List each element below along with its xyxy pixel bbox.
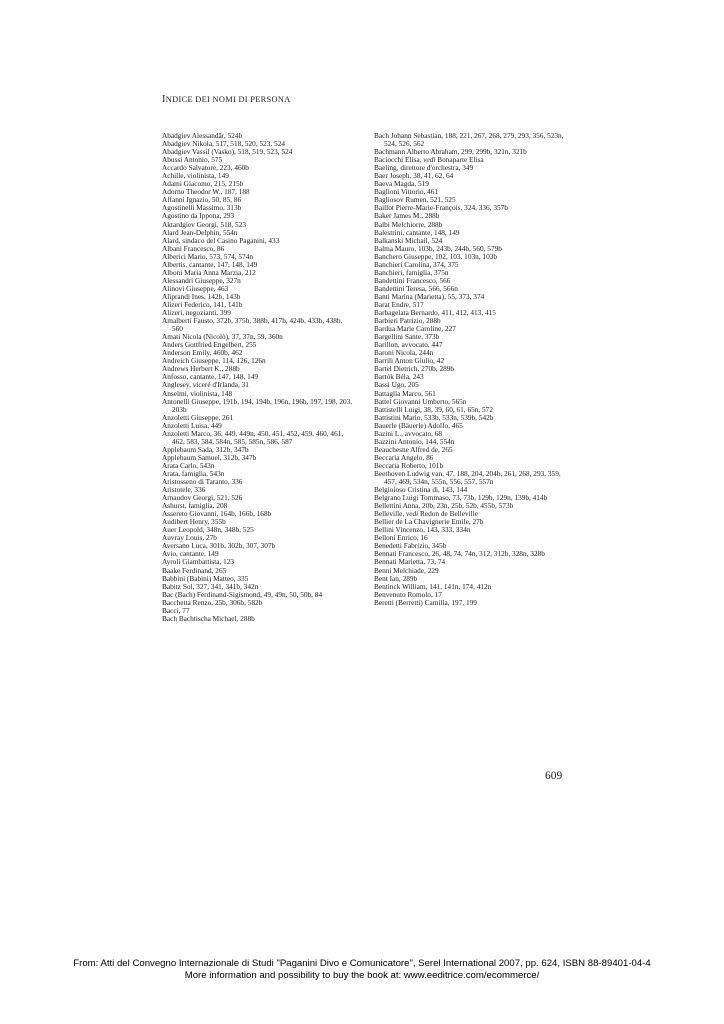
index-entry: Aristosseno di Taranto, 336 — [162, 477, 243, 487]
index-entry: Bach Johann Sebastian, 188, 221, 267, 268, 279, 293, 356, 523n, 524, 526, 562 — [374, 131, 564, 149]
index-entry: Baer Joseph, 38, 41, 62, 64 — [374, 171, 454, 181]
index-entry: Beethoven Ludwig van, 47, 188, 204, 204b, 261, 268, 293, 359, 457, 469, 534n, 555n, 556, 557, 557n — [374, 468, 561, 487]
index-entry: Anders Gottfried Engelbert, 255 — [162, 340, 257, 350]
index-entry: Benvenuto Romolo, 17 — [374, 589, 442, 599]
index-entry: Banchieri Carolina, 374, 375 — [374, 259, 459, 269]
index-entry: Bellier de La Chavignerie Emile, 27b — [374, 517, 484, 527]
index-entry: Banchero Giuseppe, 102, 103, 103n, 103b — [374, 251, 498, 261]
index-entry: Amalberti Fausto, 372b, 375b, 388b, 417b, 424b, 433b, 438b, 560 — [162, 316, 343, 334]
index-entry: Bac (Bach) Ferdinand-Sigismond, 49, 49n, 50, 50b, 84 — [162, 589, 323, 599]
index-entry: Arnaudov Georgi, 521, 526 — [162, 493, 243, 503]
index-entry: Barat Endre, 517 — [374, 299, 424, 309]
index-entry: Applebaum Samuel, 312b, 347b — [162, 452, 257, 462]
index-entry: Arata, famiglia, 543n — [162, 468, 225, 478]
index-entry: Bargellini Sante, 373b — [374, 332, 440, 342]
index-entry: Bartel Dietrich, 270b, 289b — [374, 364, 455, 374]
index-entry: Arata Carlo, 543n — [162, 460, 215, 470]
footer — [0, 958, 724, 981]
index-entry: Aversano Luca, 301b, 302b, 307, 307b — [162, 541, 276, 551]
index-entry: Bachmann Alberto Abraham, 299, 299b, 321n, 321b — [374, 147, 527, 157]
index-entry: Baroni Nicola, 244n — [374, 348, 434, 358]
index-entry: Battel Giovanni Umberto, 565n — [374, 396, 467, 406]
index-entry: Adorno Theodor W., 187, 188 — [162, 187, 250, 197]
index-entry: Accardo Salvatore, 223, 460b — [162, 163, 249, 173]
index-entry: Anderson Emily, 460b, 462 — [162, 348, 243, 358]
index-entry: Alessandri Giuseppe, 327n — [162, 275, 241, 285]
running-head — [162, 94, 291, 105]
index-entry: Bellini Vincenzo, 143, 333, 334n — [374, 525, 471, 535]
index-entry: Alberici Mario, 573, 574, 574n — [162, 251, 253, 261]
index-entry: Benni Melchiade, 229 — [374, 565, 439, 575]
index-entry: Bagliosov Rumen, 521, 525 — [374, 195, 456, 205]
index-entry: Bartók Béla, 243 — [374, 372, 424, 382]
index-entry: Beccaria Angelo, 86 — [374, 452, 434, 462]
index-entry: Albertis, cantante, 147, 148, 149 — [162, 259, 258, 269]
index-entry: Ayroli Giambattista, 123 — [162, 557, 235, 567]
index-entry: Amati Nicola (Nicolò), 37, 37n, 59, 360n — [162, 332, 283, 342]
index-entry: Alizeri, negozianti, 399 — [162, 308, 231, 318]
index-entry: Alard Jean-Delphin, 554n — [162, 227, 238, 237]
index-entry: Bazini L., avvocato, 68 — [374, 428, 443, 438]
index-entry: Bent Ian, 289b — [374, 573, 418, 583]
index-entry: Belloni Enrico, 16 — [374, 533, 428, 543]
page-number: 609 — [545, 770, 563, 782]
index-entry: Assereto Giovanni, 164b, 166b, 168b — [162, 509, 272, 519]
index-entry: Auer Leopold, 348n, 348b, 525 — [162, 525, 254, 535]
index-entry: Barillon, avvocato, 447 — [374, 340, 443, 350]
footer-purchase-line: More information and possibility to buy the book at: www.eeditrice.com/ecommerce/ — [184, 969, 540, 981]
index-entry: Bandettini Francesco, 566 — [374, 275, 451, 285]
index-entry: Bennati Marietta, 73, 74 — [374, 557, 446, 567]
index-entry: Battistini Mario, 533b, 533n, 539b, 542b — [374, 412, 494, 422]
index-entry: Belgioioso Cristina di, 143, 144 — [374, 485, 468, 495]
index-entry: Anzoletti Giuseppe, 261 — [162, 412, 234, 422]
index-entry: Anfosso, cantante, 147, 148, 149 — [162, 372, 259, 382]
index-entry: Abadgiev Vassil (Vasko), 518, 519, 523, 524 — [162, 147, 293, 157]
index-entry: Aktardgiev Georgi, 518, 523 — [162, 219, 246, 229]
index-entry: Bacci, 77 — [162, 605, 190, 615]
index-entry: Alinovi Giuseppe, 463 — [162, 283, 229, 293]
index-entry: Agostinelli Massimo, 313b — [162, 203, 242, 213]
index-entry: Baeva Magda, 519 — [374, 179, 429, 189]
index-entry: Baciocchi Elisa, vedi Bonaparte Elisa — [374, 155, 484, 165]
index-entry: Auvray Louis, 27b — [162, 533, 217, 543]
index-entry: Barbagelata Bernardo, 411, 412, 413, 415 — [374, 308, 496, 318]
index-column-right — [374, 132, 569, 607]
index-entry: Abussi Antonio, 575 — [162, 155, 223, 165]
index-entry: Avio, cantante, 149 — [162, 549, 219, 559]
index-entry: Bandettini Teresa, 566, 566n — [374, 283, 458, 293]
index-entry: Beretti (Berretti) Camilla, 197, 199 — [374, 597, 477, 607]
index-entry: Ashurst, famiglia, 208 — [162, 501, 228, 511]
index-entry: Bacchetta Renzo, 25b, 306b, 582b — [162, 597, 263, 607]
index-entry: Babbini (Babini) Matteo, 335 — [162, 573, 249, 583]
index-entry: Bach Bachtischa Michael, 288b — [162, 613, 255, 623]
index-entry: Audibert Henry, 355b — [162, 517, 226, 527]
index-entry: Battistelli Luigi, 38, 39, 60, 61, 65n, 572 — [374, 404, 493, 414]
index-entry: Bassi Ugo, 205 — [374, 380, 419, 390]
index-entry: Bardua Marie Caroline, 227 — [374, 324, 456, 334]
index-entry: Anzoletti Luisa, 449 — [162, 420, 222, 430]
running-head-title: NDICE DEI NOMI DI PERSONA — [165, 95, 291, 104]
index-column-left — [162, 132, 354, 623]
index-entry: Benedetti Fabrizio, 345b — [374, 541, 447, 551]
index-entry: Affanni Ignazio, 50, 85, 86 — [162, 195, 242, 205]
index-entry: Bentinck William, 141, 141n, 174, 412n — [374, 581, 492, 591]
index-entry: Belleville, vedi Redon de Belleville — [374, 509, 478, 519]
index-entry: Baake Ferdinand, 265 — [162, 565, 227, 575]
index-entry: Barbieri Patrizio, 288b — [374, 316, 441, 326]
index-entry: Andrews Herbert K., 288b — [162, 364, 240, 374]
index-entry: Alard, sindaco del Casino Paganini, 433 — [162, 235, 280, 245]
index-entry: Baglioni Vittorio, 461 — [374, 187, 439, 197]
index-entry: Beccaria Roberto, 101b — [374, 460, 444, 470]
index-entry: Balbi Melchiorre, 288b — [374, 219, 443, 229]
index-entry: Alboni Maria Anna Marzia, 212 — [162, 267, 256, 277]
index-entry: Barrili Anton Giulio, 42 — [374, 356, 445, 366]
index-entry: Abadgiev Alessandăr, 524b — [162, 131, 243, 140]
index-entry: Anselmi, violinista, 148 — [162, 388, 233, 398]
index-entry: Achille, violinista, 149 — [162, 171, 229, 181]
index-entry: Babitz Sol, 327, 341, 341b, 342n — [162, 581, 259, 591]
index-entry: Agostino da Ippona, 293 — [162, 211, 235, 221]
index-entry: Belgrano Luigi Tommaso, 73, 73b, 129b, 129n, 139b, 414b — [374, 493, 548, 503]
index-entry: Aristotele, 336 — [162, 485, 206, 495]
index-entry: Bazzini Antonio, 144, 554n — [374, 436, 455, 446]
index-entry: Andreich Giuseppe, 114, 126, 126n — [162, 356, 266, 366]
index-entry: Balestrini, cantante, 148, 149 — [374, 227, 460, 237]
index-entry: Alizeri Federico, 141, 141b — [162, 299, 243, 309]
index-entry: Adami Giacomo, 215, 215b — [162, 179, 244, 189]
index-entry: Banchieri, famiglia, 375n — [374, 267, 449, 277]
index-entry: Beauchesne Alfred de, 265 — [374, 444, 453, 454]
footer-source-line: From: Atti del Convegno Internazionale di Studi "Paganini Divo e Comunicatore", Serel International 2007, pp. 624, ISBN 88-89401-04-4 — [73, 958, 651, 969]
index-entry: Anglesey, viceré d'Irlanda, 31 — [162, 380, 249, 390]
index-entry: Baillot Pierre-Marie-François, 324, 336, 357b — [374, 203, 508, 213]
index-entry: Bennati Francesco, 26, 48, 74, 74n, 312, 312b, 328n, 328b — [374, 549, 545, 559]
index-entry: Bellettini Anna, 20b, 23n, 25b, 52b, 455b, 573b — [374, 501, 514, 511]
index-entry: Anzoletti Marco, 36, 449, 449n, 450, 451, 452, 459, 460, 461, 462, 583, 584, 584n, 585, 585n, 586, 587 — [162, 428, 344, 446]
index-entry: Antonelli Giuseppe, 191b, 194, 194b, 196n, 196b, 197, 198, 203, 203b — [162, 396, 353, 414]
index-entry: Applebaum Sada, 312b, 347b — [162, 444, 249, 454]
index-entry: Aliprandi Ines, 142b, 143b — [162, 291, 241, 301]
index-entry: Albani Francesco, 86 — [162, 243, 225, 253]
index-entry: Bauerle (Bäuerle) Adolfo, 465 — [374, 420, 463, 430]
index-entry: Balma Mauro, 103b, 243b, 244b, 560, 579b — [374, 243, 502, 253]
index-entry: Balkanski Michail, 524 — [374, 235, 443, 245]
index-entry: Baeling, direttore d'orchestra, 349 — [374, 163, 474, 173]
index-entry: Banti Marina (Marietta), 55, 373, 374 — [374, 291, 485, 301]
index-entry: Baker James M., 288b — [374, 211, 440, 221]
index-entry: Abadgiev Nikola, 517, 518, 520, 523, 524 — [162, 139, 286, 149]
running-head-initial: I — [162, 94, 166, 105]
index-entry: Battaglia Marco, 561 — [374, 388, 436, 398]
